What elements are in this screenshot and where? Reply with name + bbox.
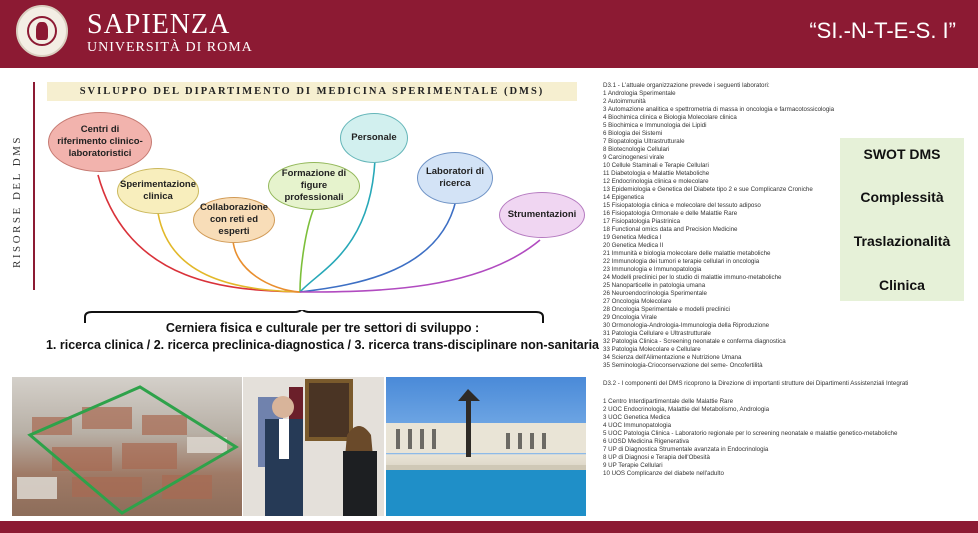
list-item: 22 Immunologia dei tumori e terapie cellulari in oncologia: [603, 258, 760, 265]
structures-intro: D3.2 - I componenti del DMS ricoprono la Direzione di importanti strutture dei Dipartimenti Assistenziali Integrati: [603, 380, 909, 387]
university-building-pool-photo: [386, 377, 586, 516]
list-item: 10 UOS Complicanze del diabete nell'adulto: [603, 470, 724, 477]
swot-item-complessita: Complessità: [860, 189, 944, 205]
list-item: 33 Patologia Molecolare e Cellulare: [603, 346, 701, 353]
list-item: 6 Biologia dei Sistemi: [603, 130, 663, 137]
labs-intro: D3.1 - L'attuale organizzazione prevede i seguenti laboratori:: [603, 82, 770, 89]
list-item: 4 UOC Immunopatologia: [603, 422, 672, 429]
list-item: 11 Diabetologia e Malattie Metaboliche: [603, 170, 710, 177]
list-item: 6 UOSD Medicina Rigenerativa: [603, 438, 689, 445]
cerniera-text: [30, 320, 615, 354]
bubble-laboratori: Laboratori di ricerca: [417, 152, 493, 204]
bubble-collaborazione: Collaborazione con reti ed esperti: [193, 197, 275, 243]
list-item: 2 UOC Endocrinologia, Malattie del Metabolismo, Andrologia: [603, 406, 770, 413]
list-item: 4 Biochimica clinica e Biologia Molecolare clinica: [603, 114, 737, 121]
list-item: 8 UP di Diagnosi e Terapia dell'Obesità: [603, 454, 710, 461]
list-item: 23 Immunologia e Immunopatologia: [603, 266, 702, 273]
swot-item-clinica: Clinica: [879, 277, 925, 293]
list-item: 17 Fisiopatologia Piastrinica: [603, 218, 681, 225]
list-item: 27 Oncologia Molecolare: [603, 298, 672, 305]
bubble-centri-riferimento: Centri di riferimento clinico-laboratoristici: [48, 112, 152, 172]
list-item: 1 Centro Interdipartimentale delle Malattie Rare: [603, 398, 734, 405]
footer-bar: [0, 521, 978, 533]
bubble-formazione: Formazione di figure professionali: [268, 162, 360, 210]
cerniera-line-1: Cerniera fisica e culturale per tre settori di sviluppo :: [165, 321, 480, 335]
bubble-personale: Personale: [340, 113, 408, 163]
list-item: 8 Biotecnologie Cellulari: [603, 146, 670, 153]
swot-item-traslazionalita: Traslazionalità: [853, 233, 951, 249]
swot-title: SWOT DMS: [863, 146, 941, 162]
list-item: 25 Nanoparticelle in patologia umana: [603, 282, 706, 289]
list-item: 3 UOC Genetica Medica: [603, 414, 671, 421]
brand-subtitle: UNIVERSITÀ DI ROMA: [87, 40, 253, 55]
list-item: 19 Genetica Medica I: [603, 234, 662, 241]
list-item: 14 Epigenetica: [603, 194, 644, 201]
list-item: 7 Biopatologia Ultrastrutturale: [603, 138, 685, 145]
list-item: 16 Fisiopatologia Ormonale e delle Malattie Rare: [603, 210, 738, 217]
officials-illustration: [243, 377, 384, 516]
list-item: 20 Genetica Medica II: [603, 242, 664, 249]
list-item: 29 Oncologia Virale: [603, 314, 657, 321]
list-item: 13 Epidemiologia e Genetica del Diabete tipo 2 e sue Complicanze Croniche: [603, 186, 813, 193]
list-item: 34 Scienza dell'Alimentazione e Nutrizione Umana: [603, 354, 742, 361]
list-item: 9 UP Terapie Cellulari: [603, 462, 663, 469]
dms-title: SVILUPPO DEL DIPARTIMENTO DI MEDICINA SPERIMENTALE (DMS): [47, 82, 577, 101]
list-item: 1 Andrologia Sperimentale: [603, 90, 676, 97]
campus-outline: [12, 377, 242, 516]
bubble-strumentazioni: Strumentazioni: [499, 192, 585, 238]
list-item: 15 Fisiopatologia clinica e molecolare del tessuto adiposo: [603, 202, 761, 209]
list-item: 30 Ormonologia-Andrologia-Immunologia della Riproduzione: [603, 322, 770, 329]
list-item: 26 Neuroendocrinologia Sperimentale: [603, 290, 707, 297]
swot-box: [840, 138, 964, 301]
list-item: 28 Oncologia Sperimentale e modelli preclinici: [603, 306, 730, 313]
list-item: 18 Functional omics data and Precision Medicine: [603, 226, 738, 233]
list-item: 24 Modelli preclinici per lo studio di malattie immuno-metaboliche: [603, 274, 782, 281]
cerniera-line-2: 1. ricerca clinica / 2. ricerca preclinica-diagnostica / 3. ricerca trans-disciplinare non-sanitaria: [45, 338, 600, 352]
campus-aerial-photo: [12, 377, 242, 516]
list-item: 5 Biochimica e Immunologia dei Lipidi: [603, 122, 707, 129]
list-item: 10 Cellule Staminali e Terapie Cellulari: [603, 162, 709, 169]
side-label: RISORSE DEL DMS: [11, 134, 23, 268]
list-item: 35 Seminologia-Crioconservazione del seme- Oncofertilità: [603, 362, 763, 369]
list-item: 12 Endocrinologia clinica e molecolare: [603, 178, 709, 185]
list-item: 2 Autoimmunità: [603, 98, 646, 105]
list-item: 21 Immunità e biologia molecolare delle malattie metaboliche: [603, 250, 771, 257]
list-item: 7 UP di Diagnostica Strumentale avanzata in Endocrinologia: [603, 446, 769, 453]
list-item: 31 Patologia Cellulare e Ultrastrutturale: [603, 330, 711, 337]
officials-portrait-photo: [243, 377, 384, 516]
list-item: 32 Patologia Clinica - Screening neonatale e conferma diagnostica: [603, 338, 786, 345]
list-item: 3 Automazione analitica e spettrometria di massa in oncologia e farmacotossicologia: [603, 106, 835, 113]
list-item: 9 Carcinogenesi virale: [603, 154, 665, 161]
brand-name: SAPIENZA: [87, 9, 231, 40]
project-code: “SI.-N-T-E-S. I”: [809, 18, 956, 43]
bubble-sperimentazione: Sperimentazione clinica: [117, 168, 199, 214]
list-item: 5 UOC Patologia Clinica - Laboratorio regionale per lo screening neonatale e malattie genetico-metaboliche: [603, 430, 898, 437]
building-illustration: [386, 377, 586, 516]
